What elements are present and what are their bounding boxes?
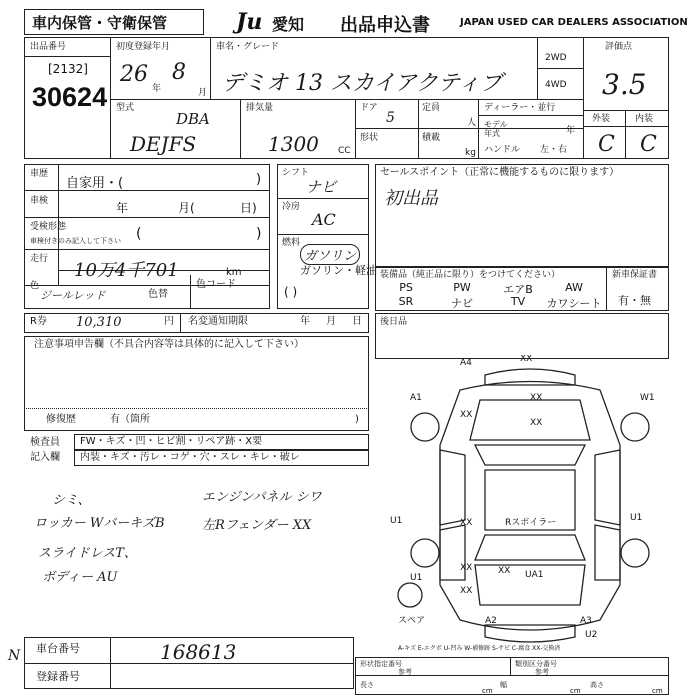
accept-open: ( [136, 226, 142, 242]
accept-label: 受検形態 [30, 222, 67, 232]
shaken-label: 車検 [30, 196, 49, 206]
brand-name: 愛知 [272, 15, 305, 34]
equipment-item: SR [398, 295, 414, 308]
accept-close: ) [256, 226, 262, 242]
shaken-month: 月( [178, 201, 195, 215]
equipment-item: ナビ [451, 297, 473, 310]
rear-window-shape [475, 535, 585, 560]
bf-l3: 類別区分番号 [515, 660, 557, 668]
handwritten-note: 左Rフェンダー XX [202, 518, 312, 533]
handwritten-note: エンジンパネル シワ [202, 490, 322, 505]
carname-label: 車名・グレード [216, 42, 280, 52]
grade-value: 3.5 [602, 68, 647, 101]
warranty-options: 有・無 [618, 294, 651, 307]
handwritten-note: シミ、 [52, 493, 91, 508]
mileage-value: 10万4千701 [74, 260, 179, 281]
spare-tire [398, 583, 422, 607]
equipment-label: 装備品（純正品に限り）をつけてください） [380, 270, 561, 280]
warranty-label: 新車保証書 [612, 270, 658, 280]
name-change-year: 年 [300, 316, 310, 327]
color-row-box [24, 275, 270, 309]
association-name: JAPAN USED CAR DEALERS ASSOCIATION [460, 17, 688, 28]
color-value: ジールレッド [40, 289, 106, 302]
shape-label: 形状 [360, 133, 379, 143]
notes-label: 注意事項申告欄（不具合内容等は具体的に記入して下さい） [34, 339, 304, 350]
inspector-label-1: 検査員 [30, 437, 60, 448]
fuel-label: 燃料 [282, 238, 301, 248]
equipment-item: エアB [503, 283, 533, 296]
history-value: 自家用・( [66, 176, 124, 191]
exterior-label: 外装 [592, 114, 611, 124]
name-change-day: 日 [352, 316, 362, 327]
damage-mark: W1 [640, 393, 655, 403]
doc-title: 出品申込書 [340, 15, 430, 36]
damage-mark: XX [530, 418, 543, 428]
model-label: 型式 [116, 103, 135, 113]
shift-value: ナビ [306, 178, 337, 196]
handle-options: 左・右 [540, 145, 568, 155]
load-unit: kg [465, 148, 476, 158]
sales-point-value: 初出品 [384, 188, 438, 209]
aircon-value: AC [312, 210, 336, 229]
interior-value: C [640, 132, 657, 157]
model-prefix: DBA [176, 110, 210, 128]
wheel-fr [621, 413, 649, 441]
model-year-label: モデル 年式 [484, 120, 508, 138]
damage-mark: UA1 [525, 570, 544, 580]
inspector-row1-text: FW・キズ・凹・ヒビ割・リペア跡・X要 [80, 436, 263, 447]
doors-label: ドア [360, 103, 378, 113]
top-grid [24, 37, 669, 159]
reg-month-unit: 月 [198, 88, 208, 98]
history-close: ) [256, 172, 262, 187]
aircon-label: 冷房 [282, 202, 301, 212]
storage-label: 車内保管・守衛保管 [32, 14, 168, 32]
wheel-rr [621, 539, 649, 567]
grade-label: 評価点 [605, 42, 633, 52]
damage-mark: XX [460, 563, 473, 573]
handle-label: ハンドル [484, 145, 521, 155]
doors-value: 5 [386, 110, 395, 126]
damage-mark: A2 [485, 616, 497, 626]
equipment-item: TV [510, 295, 526, 308]
fuel-paren: ( ) [284, 285, 298, 299]
mileage-unit: km [226, 267, 242, 278]
model-year-unit: 年 [566, 126, 576, 136]
damage-mark: XX [530, 393, 543, 403]
recycle-unit: 円 [164, 316, 174, 327]
registration-label: 登録番号 [36, 670, 80, 683]
color-repaint: 色替 [148, 289, 168, 300]
sales-point-label: セールスポイント（正常に機能するものに限ります） [380, 167, 620, 178]
bf-l10: cm [652, 687, 663, 695]
sales-point-box [375, 164, 669, 267]
wheel-fl [411, 413, 439, 441]
wheel-rl [411, 539, 439, 567]
repair-close: ) [355, 414, 359, 425]
reg-year-unit: 年 [152, 84, 162, 94]
recycle-label: R券 [30, 316, 47, 327]
repair-value: 有（箇所 [110, 414, 150, 425]
windshield-shape [475, 445, 585, 465]
margin-mark: N [8, 648, 21, 664]
left-front-door [440, 450, 465, 525]
accept-note: 車検付きのみ記入して下さい [30, 237, 121, 245]
mileage-label: 走行 [30, 254, 49, 264]
lot-label: 出品番号 [30, 42, 67, 52]
shaken-day: 日) [240, 201, 257, 215]
damage-mark: XX [498, 566, 511, 576]
damage-mark: XX [520, 355, 533, 364]
fuel-options: ガソリン・軽油 [300, 264, 377, 277]
reg-year: 26 [120, 62, 148, 87]
bf-l9: 高さ [590, 681, 604, 689]
damage-mark: XX [460, 518, 473, 528]
damage-mark: スペア [398, 616, 426, 626]
history-label: 車歴 [30, 169, 49, 179]
chassis-value: 168613 [160, 640, 237, 664]
drive-4wd: 4WD [545, 80, 567, 90]
drive-2wd: 2WD [545, 53, 567, 63]
recycle-value: 10,310 [76, 315, 122, 330]
damage-mark: XX [460, 410, 473, 420]
damage-mark: A4 [460, 358, 472, 368]
carname-value: デミオ 13 スカイアクティブ [222, 71, 503, 96]
name-change-month: 月 [326, 316, 336, 327]
chassis-label: 車台番号 [36, 642, 80, 655]
handwritten-note: スライドレスT、 [38, 546, 137, 561]
right-front-door [595, 450, 620, 525]
bf-l6: cm [482, 687, 493, 695]
equipment-item: PS [399, 281, 413, 294]
model-code: DEJFS [130, 132, 197, 156]
damage-mark: U1 [630, 513, 643, 523]
after-label: 後日品 [380, 317, 408, 327]
legend-text: A-キズ E-エクボ U-凹み W-補修跡 S-サビ C-腐食 XX-交換済 [398, 645, 561, 652]
lot-number: 30624 [32, 82, 108, 112]
capacity-unit: 人 [467, 118, 477, 128]
shaken-year: 年 [116, 201, 129, 215]
load-label: 積載 [422, 133, 441, 143]
damage-mark: XX [460, 586, 473, 596]
bf-l7: 幅 [500, 681, 507, 689]
exterior-value: C [598, 132, 615, 157]
bf-l5: 長さ [360, 681, 374, 689]
damage-mark: Rスポイラー [505, 518, 557, 528]
displacement-label: 排気量 [246, 103, 274, 113]
ju-logo: Ju [236, 9, 263, 35]
damage-mark: A3 [580, 616, 592, 626]
right-rear-door [595, 525, 620, 580]
displacement-unit: CC [338, 146, 351, 156]
after-box [375, 313, 669, 359]
reg-label: 初度登録年月 [116, 42, 171, 52]
damage-mark: U1 [410, 573, 423, 583]
equipment-item: AW [565, 281, 583, 294]
bf-l4: 参考 [535, 668, 549, 676]
equipment-item: PW [453, 281, 471, 294]
bf-l8: cm [570, 687, 581, 695]
damage-mark: U1 [390, 516, 403, 526]
car-damage-diagram [380, 355, 680, 655]
bf-l1: 形状指定番号 [360, 660, 402, 668]
inspector-label-2: 記入欄 [30, 452, 60, 463]
fuel-value: ガソリン [300, 244, 360, 265]
color-code-label: 色コード [196, 279, 236, 290]
reg-month: 8 [172, 60, 186, 85]
displacement-value: 1300 [268, 132, 319, 156]
shift-label: シフト [282, 168, 310, 178]
dealer-label: ディーラー・並行 [484, 103, 556, 113]
handwritten-note: ロッカー WバーキズB [34, 516, 165, 531]
lot-sub: [2132] [48, 62, 88, 76]
damage-mark: U2 [585, 630, 598, 640]
equipment-item: カワシート [546, 297, 602, 310]
color-label: 色 [30, 281, 40, 291]
name-change-label: 名変通知期限 [188, 316, 248, 327]
handwritten-note: ボディー AU [42, 570, 118, 585]
inspector-row2-text: 内装・キズ・汚レ・コゲ・穴・スレ・キレ・破レ [80, 452, 300, 463]
interior-label: 内装 [635, 114, 654, 124]
repair-label: 修復歴 [46, 414, 76, 425]
damage-mark: A1 [410, 393, 422, 403]
capacity-label: 定員 [422, 103, 441, 113]
bf-l2: 参考 [398, 668, 412, 676]
